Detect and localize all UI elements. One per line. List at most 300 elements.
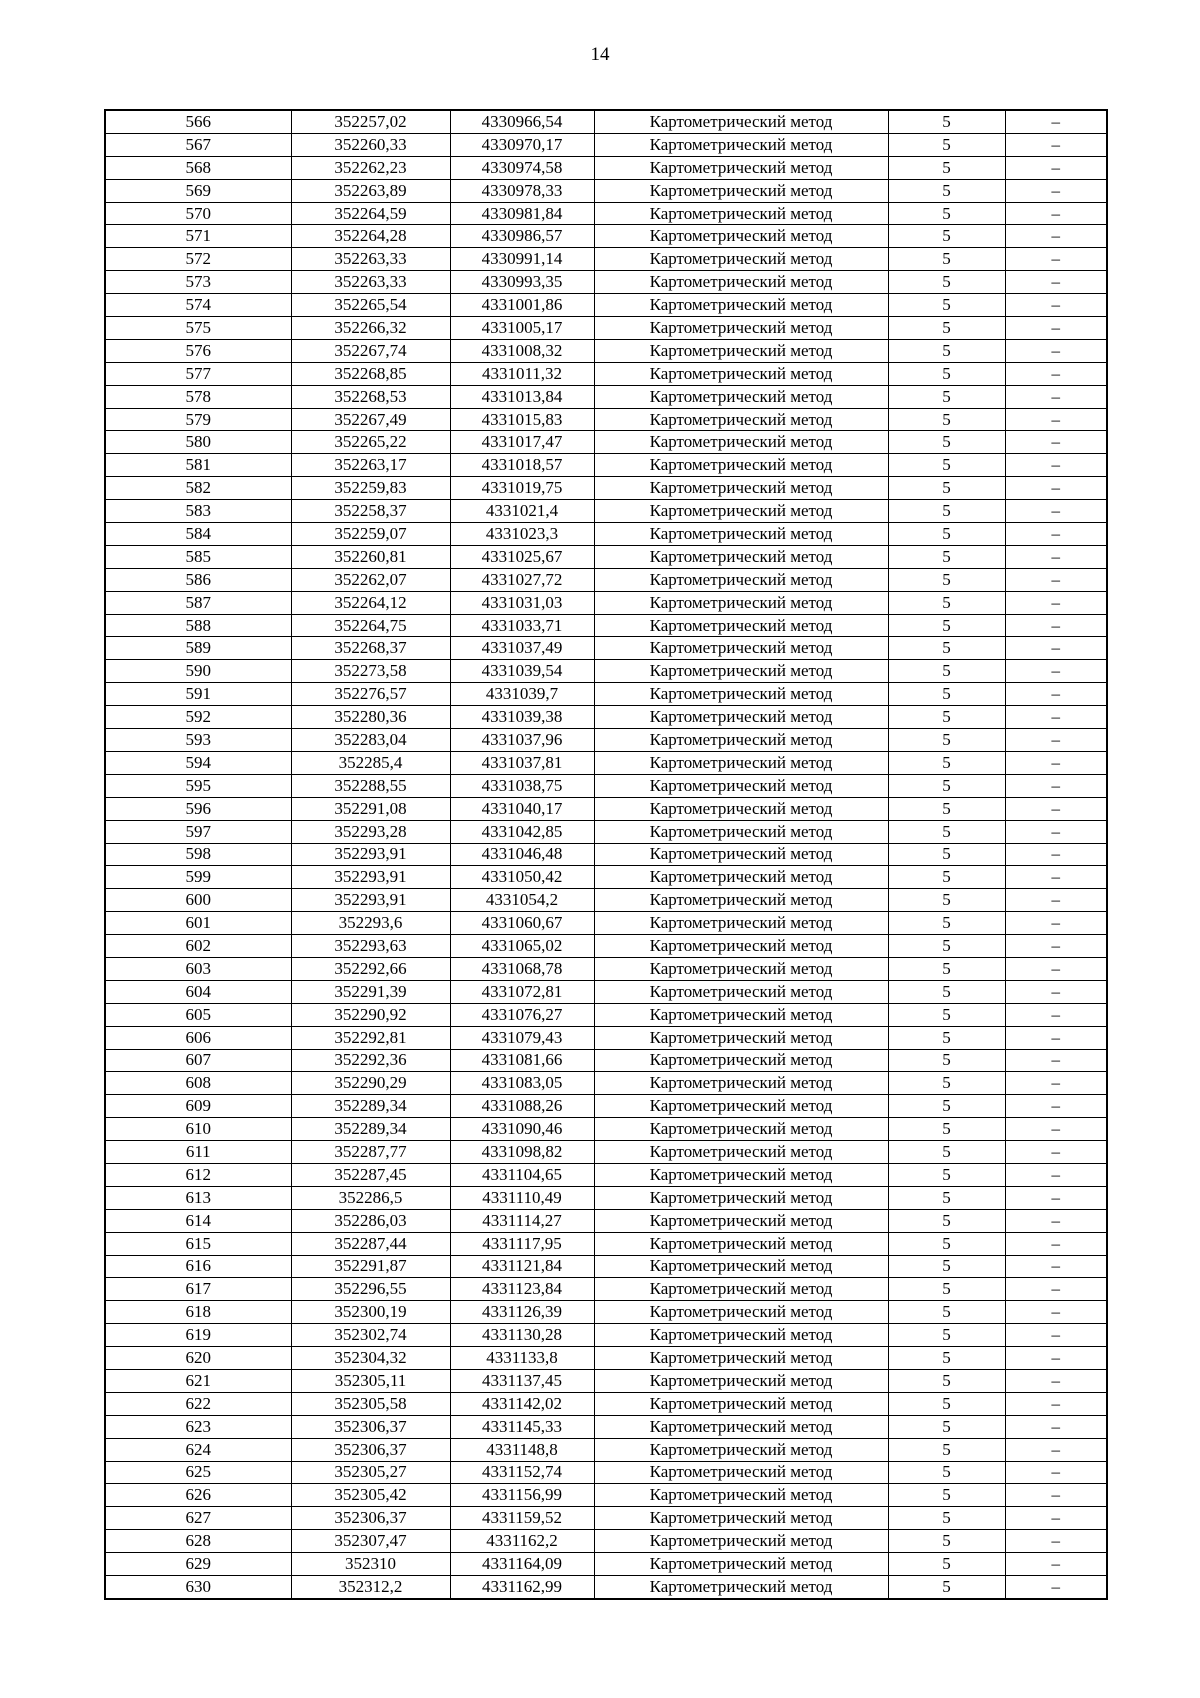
point-number-cell: 602 (105, 935, 291, 958)
accuracy-cell: 5 (888, 1278, 1005, 1301)
method-cell: Картометрический метод (594, 477, 888, 500)
table-row (105, 774, 1107, 797)
accuracy-cell: 5 (888, 202, 1005, 225)
point-number-cell: 595 (105, 774, 291, 797)
accuracy-cell: 5 (888, 980, 1005, 1003)
accuracy-cell: 5 (888, 294, 1005, 317)
accuracy-cell: 5 (888, 1415, 1005, 1438)
note-cell: – (1005, 957, 1107, 980)
note-cell: – (1005, 454, 1107, 477)
accuracy-cell: 5 (888, 1301, 1005, 1324)
x-coordinate-cell: 352304,32 (291, 1347, 450, 1370)
method-cell: Картометрический метод (594, 110, 888, 133)
coordinates-table-body (105, 110, 1107, 1599)
y-coordinate-cell: 4331142,02 (450, 1392, 594, 1415)
x-coordinate-cell: 352258,37 (291, 500, 450, 523)
table-row (105, 1049, 1107, 1072)
table-row (105, 1484, 1107, 1507)
accuracy-cell: 5 (888, 1255, 1005, 1278)
accuracy-cell: 5 (888, 317, 1005, 340)
note-cell: – (1005, 1209, 1107, 1232)
accuracy-cell: 5 (888, 1118, 1005, 1141)
y-coordinate-cell: 4331001,86 (450, 294, 594, 317)
point-number-cell: 610 (105, 1118, 291, 1141)
point-number-cell: 577 (105, 362, 291, 385)
note-cell: – (1005, 477, 1107, 500)
y-coordinate-cell: 4331033,71 (450, 614, 594, 637)
x-coordinate-cell: 352291,39 (291, 980, 450, 1003)
method-cell: Картометрический метод (594, 980, 888, 1003)
y-coordinate-cell: 4331065,02 (450, 935, 594, 958)
accuracy-cell: 5 (888, 568, 1005, 591)
method-cell: Картометрический метод (594, 866, 888, 889)
note-cell: – (1005, 1049, 1107, 1072)
y-coordinate-cell: 4331137,45 (450, 1369, 594, 1392)
accuracy-cell: 5 (888, 797, 1005, 820)
note-cell: – (1005, 431, 1107, 454)
method-cell: Картометрический метод (594, 317, 888, 340)
table-row (105, 385, 1107, 408)
y-coordinate-cell: 4330986,57 (450, 225, 594, 248)
table-row (105, 431, 1107, 454)
accuracy-cell: 5 (888, 133, 1005, 156)
note-cell: – (1005, 339, 1107, 362)
note-cell: – (1005, 1072, 1107, 1095)
method-cell: Картометрический метод (594, 1278, 888, 1301)
accuracy-cell: 5 (888, 1553, 1005, 1576)
x-coordinate-cell: 352263,89 (291, 179, 450, 202)
note-cell: – (1005, 1163, 1107, 1186)
y-coordinate-cell: 4331090,46 (450, 1118, 594, 1141)
y-coordinate-cell: 4331037,96 (450, 729, 594, 752)
table-row (105, 110, 1107, 133)
y-coordinate-cell: 4331081,66 (450, 1049, 594, 1072)
method-cell: Картометрический метод (594, 1026, 888, 1049)
table-row (105, 866, 1107, 889)
table-row (105, 1530, 1107, 1553)
point-number-cell: 569 (105, 179, 291, 202)
method-cell: Картометрический метод (594, 133, 888, 156)
method-cell: Картометрический метод (594, 1438, 888, 1461)
table-row (105, 614, 1107, 637)
table-row (105, 1392, 1107, 1415)
note-cell: – (1005, 248, 1107, 271)
point-number-cell: 574 (105, 294, 291, 317)
method-cell: Картометрический метод (594, 339, 888, 362)
x-coordinate-cell: 352265,54 (291, 294, 450, 317)
note-cell: – (1005, 385, 1107, 408)
x-coordinate-cell: 352289,34 (291, 1095, 450, 1118)
y-coordinate-cell: 4331046,48 (450, 843, 594, 866)
accuracy-cell: 5 (888, 729, 1005, 752)
note-cell: – (1005, 820, 1107, 843)
method-cell: Картометрический метод (594, 591, 888, 614)
accuracy-cell: 5 (888, 660, 1005, 683)
note-cell: – (1005, 1324, 1107, 1347)
note-cell: – (1005, 729, 1107, 752)
accuracy-cell: 5 (888, 1049, 1005, 1072)
point-number-cell: 587 (105, 591, 291, 614)
accuracy-cell: 5 (888, 1003, 1005, 1026)
point-number-cell: 592 (105, 706, 291, 729)
note-cell: – (1005, 1186, 1107, 1209)
table-row (105, 568, 1107, 591)
point-number-cell: 588 (105, 614, 291, 637)
method-cell: Картометрический метод (594, 729, 888, 752)
point-number-cell: 579 (105, 408, 291, 431)
x-coordinate-cell: 352259,07 (291, 523, 450, 546)
point-number-cell: 603 (105, 957, 291, 980)
point-number-cell: 616 (105, 1255, 291, 1278)
y-coordinate-cell: 4331040,17 (450, 797, 594, 820)
method-cell: Картометрический метод (594, 751, 888, 774)
note-cell: – (1005, 202, 1107, 225)
method-cell: Картометрический метод (594, 248, 888, 271)
note-cell: – (1005, 500, 1107, 523)
table-row (105, 912, 1107, 935)
y-coordinate-cell: 4331152,74 (450, 1461, 594, 1484)
point-number-cell: 618 (105, 1301, 291, 1324)
point-number-cell: 625 (105, 1461, 291, 1484)
y-coordinate-cell: 4331104,65 (450, 1163, 594, 1186)
accuracy-cell: 5 (888, 545, 1005, 568)
method-cell: Картометрический метод (594, 683, 888, 706)
accuracy-cell: 5 (888, 385, 1005, 408)
y-coordinate-cell: 4331076,27 (450, 1003, 594, 1026)
accuracy-cell: 5 (888, 1026, 1005, 1049)
accuracy-cell: 5 (888, 500, 1005, 523)
note-cell: – (1005, 843, 1107, 866)
x-coordinate-cell: 352293,91 (291, 866, 450, 889)
accuracy-cell: 5 (888, 179, 1005, 202)
accuracy-cell: 5 (888, 1324, 1005, 1347)
note-cell: – (1005, 1415, 1107, 1438)
table-row (105, 1095, 1107, 1118)
method-cell: Картометрический метод (594, 1209, 888, 1232)
x-coordinate-cell: 352289,34 (291, 1118, 450, 1141)
point-number-cell: 570 (105, 202, 291, 225)
y-coordinate-cell: 4331159,52 (450, 1507, 594, 1530)
note-cell: – (1005, 225, 1107, 248)
x-coordinate-cell: 352312,2 (291, 1576, 450, 1599)
table-row (105, 751, 1107, 774)
note-cell: – (1005, 362, 1107, 385)
note-cell: – (1005, 1576, 1107, 1599)
point-number-cell: 617 (105, 1278, 291, 1301)
accuracy-cell: 5 (888, 683, 1005, 706)
y-coordinate-cell: 4331019,75 (450, 477, 594, 500)
x-coordinate-cell: 352266,32 (291, 317, 450, 340)
point-number-cell: 568 (105, 156, 291, 179)
x-coordinate-cell: 352302,74 (291, 1324, 450, 1347)
table-row (105, 1141, 1107, 1164)
method-cell: Картометрический метод (594, 1255, 888, 1278)
table-row (105, 1301, 1107, 1324)
point-number-cell: 622 (105, 1392, 291, 1415)
y-coordinate-cell: 4330970,17 (450, 133, 594, 156)
y-coordinate-cell: 4331039,38 (450, 706, 594, 729)
y-coordinate-cell: 4331037,49 (450, 637, 594, 660)
table-row (105, 1507, 1107, 1530)
method-cell: Картометрический метод (594, 1347, 888, 1370)
x-coordinate-cell: 352288,55 (291, 774, 450, 797)
method-cell: Картометрический метод (594, 156, 888, 179)
y-coordinate-cell: 4331098,82 (450, 1141, 594, 1164)
method-cell: Картометрический метод (594, 431, 888, 454)
point-number-cell: 601 (105, 912, 291, 935)
accuracy-cell: 5 (888, 1461, 1005, 1484)
table-row (105, 362, 1107, 385)
note-cell: – (1005, 1438, 1107, 1461)
x-coordinate-cell: 352268,85 (291, 362, 450, 385)
x-coordinate-cell: 352264,75 (291, 614, 450, 637)
method-cell: Картометрический метод (594, 362, 888, 385)
accuracy-cell: 5 (888, 1576, 1005, 1599)
y-coordinate-cell: 4331011,32 (450, 362, 594, 385)
note-cell: – (1005, 179, 1107, 202)
note-cell: – (1005, 637, 1107, 660)
x-coordinate-cell: 352287,45 (291, 1163, 450, 1186)
method-cell: Картометрический метод (594, 1553, 888, 1576)
point-number-cell: 624 (105, 1438, 291, 1461)
x-coordinate-cell: 352292,36 (291, 1049, 450, 1072)
point-number-cell: 605 (105, 1003, 291, 1026)
y-coordinate-cell: 4331079,43 (450, 1026, 594, 1049)
table-row (105, 408, 1107, 431)
table-row (105, 317, 1107, 340)
accuracy-cell: 5 (888, 591, 1005, 614)
method-cell: Картометрический метод (594, 454, 888, 477)
page-number: 14 (590, 44, 610, 65)
table-row (105, 1163, 1107, 1186)
point-number-cell: 614 (105, 1209, 291, 1232)
x-coordinate-cell: 352263,33 (291, 248, 450, 271)
method-cell: Картометрический метод (594, 1484, 888, 1507)
y-coordinate-cell: 4331039,54 (450, 660, 594, 683)
table-row (105, 889, 1107, 912)
x-coordinate-cell: 352264,59 (291, 202, 450, 225)
accuracy-cell: 5 (888, 866, 1005, 889)
accuracy-cell: 5 (888, 248, 1005, 271)
table-row (105, 454, 1107, 477)
point-number-cell: 582 (105, 477, 291, 500)
x-coordinate-cell: 352306,37 (291, 1507, 450, 1530)
x-coordinate-cell: 352265,22 (291, 431, 450, 454)
x-coordinate-cell: 352285,4 (291, 751, 450, 774)
table-row (105, 820, 1107, 843)
accuracy-cell: 5 (888, 431, 1005, 454)
y-coordinate-cell: 4331008,32 (450, 339, 594, 362)
note-cell: – (1005, 1003, 1107, 1026)
table-row (105, 202, 1107, 225)
accuracy-cell: 5 (888, 156, 1005, 179)
accuracy-cell: 5 (888, 1232, 1005, 1255)
accuracy-cell: 5 (888, 1369, 1005, 1392)
accuracy-cell: 5 (888, 1438, 1005, 1461)
point-number-cell: 596 (105, 797, 291, 820)
point-number-cell: 586 (105, 568, 291, 591)
note-cell: – (1005, 1347, 1107, 1370)
accuracy-cell: 5 (888, 912, 1005, 935)
point-number-cell: 606 (105, 1026, 291, 1049)
note-cell: – (1005, 1255, 1107, 1278)
accuracy-cell: 5 (888, 523, 1005, 546)
method-cell: Картометрический метод (594, 660, 888, 683)
accuracy-cell: 5 (888, 408, 1005, 431)
y-coordinate-cell: 4331110,49 (450, 1186, 594, 1209)
method-cell: Картометрический метод (594, 385, 888, 408)
method-cell: Картометрический метод (594, 1141, 888, 1164)
point-number-cell: 584 (105, 523, 291, 546)
x-coordinate-cell: 352260,81 (291, 545, 450, 568)
method-cell: Картометрический метод (594, 1049, 888, 1072)
note-cell: – (1005, 1278, 1107, 1301)
table-row (105, 1072, 1107, 1095)
x-coordinate-cell: 352293,91 (291, 889, 450, 912)
accuracy-cell: 5 (888, 637, 1005, 660)
x-coordinate-cell: 352307,47 (291, 1530, 450, 1553)
x-coordinate-cell: 352287,44 (291, 1232, 450, 1255)
table-row (105, 1278, 1107, 1301)
x-coordinate-cell: 352268,37 (291, 637, 450, 660)
x-coordinate-cell: 352306,37 (291, 1415, 450, 1438)
table-row (105, 179, 1107, 202)
method-cell: Картометрический метод (594, 820, 888, 843)
method-cell: Картометрический метод (594, 614, 888, 637)
method-cell: Картометрический метод (594, 774, 888, 797)
accuracy-cell: 5 (888, 1141, 1005, 1164)
method-cell: Картометрический метод (594, 225, 888, 248)
note-cell: – (1005, 523, 1107, 546)
note-cell: – (1005, 591, 1107, 614)
table-row (105, 1461, 1107, 1484)
accuracy-cell: 5 (888, 843, 1005, 866)
point-number-cell: 567 (105, 133, 291, 156)
x-coordinate-cell: 352262,07 (291, 568, 450, 591)
y-coordinate-cell: 4331068,78 (450, 957, 594, 980)
note-cell: – (1005, 294, 1107, 317)
x-coordinate-cell: 352296,55 (291, 1278, 450, 1301)
note-cell: – (1005, 408, 1107, 431)
x-coordinate-cell: 352287,77 (291, 1141, 450, 1164)
note-cell: – (1005, 1232, 1107, 1255)
table-row (105, 1415, 1107, 1438)
y-coordinate-cell: 4331023,3 (450, 523, 594, 546)
note-cell: – (1005, 545, 1107, 568)
point-number-cell: 620 (105, 1347, 291, 1370)
y-coordinate-cell: 4331162,99 (450, 1576, 594, 1599)
y-coordinate-cell: 4331037,81 (450, 751, 594, 774)
y-coordinate-cell: 4331133,8 (450, 1347, 594, 1370)
x-coordinate-cell: 352293,6 (291, 912, 450, 935)
x-coordinate-cell: 352267,74 (291, 339, 450, 362)
x-coordinate-cell: 352292,66 (291, 957, 450, 980)
x-coordinate-cell: 352293,28 (291, 820, 450, 843)
point-number-cell: 604 (105, 980, 291, 1003)
method-cell: Картометрический метод (594, 545, 888, 568)
point-number-cell: 581 (105, 454, 291, 477)
y-coordinate-cell: 4331013,84 (450, 385, 594, 408)
y-coordinate-cell: 4331021,4 (450, 500, 594, 523)
note-cell: – (1005, 110, 1107, 133)
accuracy-cell: 5 (888, 1347, 1005, 1370)
method-cell: Картометрический метод (594, 1369, 888, 1392)
x-coordinate-cell: 352310 (291, 1553, 450, 1576)
note-cell: – (1005, 866, 1107, 889)
y-coordinate-cell: 4331005,17 (450, 317, 594, 340)
table-row (105, 1003, 1107, 1026)
x-coordinate-cell: 352300,19 (291, 1301, 450, 1324)
table-row (105, 248, 1107, 271)
method-cell: Картометрический метод (594, 523, 888, 546)
table-row (105, 133, 1107, 156)
note-cell: – (1005, 706, 1107, 729)
accuracy-cell: 5 (888, 454, 1005, 477)
table-row (105, 1255, 1107, 1278)
method-cell: Картометрический метод (594, 706, 888, 729)
table-row (105, 545, 1107, 568)
point-number-cell: 593 (105, 729, 291, 752)
point-number-cell: 571 (105, 225, 291, 248)
y-coordinate-cell: 4330978,33 (450, 179, 594, 202)
point-number-cell: 576 (105, 339, 291, 362)
method-cell: Картометрический метод (594, 1301, 888, 1324)
point-number-cell: 612 (105, 1163, 291, 1186)
note-cell: – (1005, 1095, 1107, 1118)
accuracy-cell: 5 (888, 477, 1005, 500)
note-cell: – (1005, 271, 1107, 294)
y-coordinate-cell: 4330966,54 (450, 110, 594, 133)
note-cell: – (1005, 1507, 1107, 1530)
table-row (105, 843, 1107, 866)
point-number-cell: 623 (105, 1415, 291, 1438)
method-cell: Картометрический метод (594, 1576, 888, 1599)
point-number-cell: 575 (105, 317, 291, 340)
y-coordinate-cell: 4330991,14 (450, 248, 594, 271)
point-number-cell: 629 (105, 1553, 291, 1576)
accuracy-cell: 5 (888, 889, 1005, 912)
note-cell: – (1005, 751, 1107, 774)
y-coordinate-cell: 4331123,84 (450, 1278, 594, 1301)
method-cell: Картометрический метод (594, 408, 888, 431)
x-coordinate-cell: 352286,03 (291, 1209, 450, 1232)
method-cell: Картометрический метод (594, 912, 888, 935)
x-coordinate-cell: 352263,33 (291, 271, 450, 294)
note-cell: – (1005, 1392, 1107, 1415)
note-cell: – (1005, 1484, 1107, 1507)
x-coordinate-cell: 352305,11 (291, 1369, 450, 1392)
point-number-cell: 597 (105, 820, 291, 843)
method-cell: Картометрический метод (594, 843, 888, 866)
point-number-cell: 598 (105, 843, 291, 866)
table-row (105, 957, 1107, 980)
note-cell: – (1005, 1026, 1107, 1049)
table-row (105, 1026, 1107, 1049)
y-coordinate-cell: 4331042,85 (450, 820, 594, 843)
method-cell: Картометрический метод (594, 202, 888, 225)
method-cell: Картометрический метод (594, 957, 888, 980)
y-coordinate-cell: 4331050,42 (450, 866, 594, 889)
point-number-cell: 608 (105, 1072, 291, 1095)
table-row (105, 1438, 1107, 1461)
method-cell: Картометрический метод (594, 889, 888, 912)
x-coordinate-cell: 352273,58 (291, 660, 450, 683)
table-row (105, 339, 1107, 362)
point-number-cell: 619 (105, 1324, 291, 1347)
table-row (105, 706, 1107, 729)
accuracy-cell: 5 (888, 362, 1005, 385)
y-coordinate-cell: 4331015,83 (450, 408, 594, 431)
